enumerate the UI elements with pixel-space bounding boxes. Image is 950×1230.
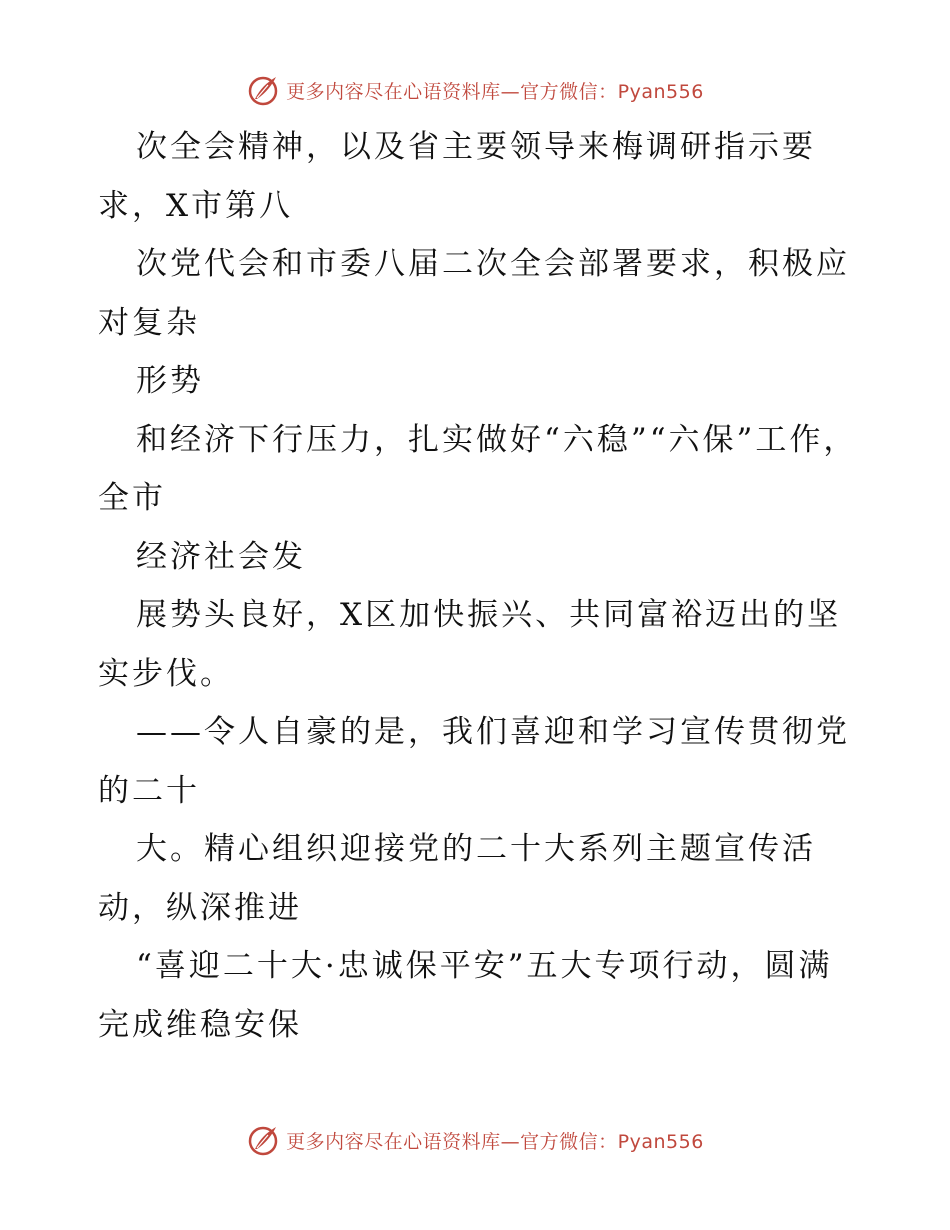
paragraph: 大。精心组织迎接党的二十大系列主题宣传活动，纵深推进 bbox=[98, 831, 816, 926]
document-body bbox=[98, 118, 858, 1054]
paragraph: “喜迎二十大·忠诚保平安”五大专项行动，圆满完成维稳安保 bbox=[98, 948, 833, 1043]
feather-logo-icon bbox=[246, 73, 280, 107]
paragraph: 经济社会发 bbox=[136, 538, 306, 575]
paragraph: 展势头良好，X区加快振兴、共同富裕迈出的坚实步伐。 bbox=[98, 597, 842, 692]
paragraph: 形势 bbox=[136, 363, 204, 399]
header-banner-text: 更多内容尽在心语资料库—官方微信：Pyan556 bbox=[286, 80, 704, 103]
feather-logo-icon bbox=[246, 1123, 280, 1157]
paragraph: ——令人自豪的是，我们喜迎和学习宣传贯彻党的二十 bbox=[98, 714, 850, 809]
paragraph: 次党代会和市委八届二次全会部署要求，积极应对复杂 bbox=[98, 246, 850, 341]
footer-watermark bbox=[0, 1120, 950, 1160]
paragraph: 次全会精神，以及省主要领导来梅调研指示要求，X市第八 bbox=[98, 129, 816, 224]
paragraph: 和经济下行压力，扎实做好“六稳”“六保”工作，全市 bbox=[98, 421, 858, 516]
footer-banner-text: 更多内容尽在心语资料库—官方微信：Pyan556 bbox=[286, 1130, 704, 1153]
header-watermark bbox=[0, 70, 950, 110]
